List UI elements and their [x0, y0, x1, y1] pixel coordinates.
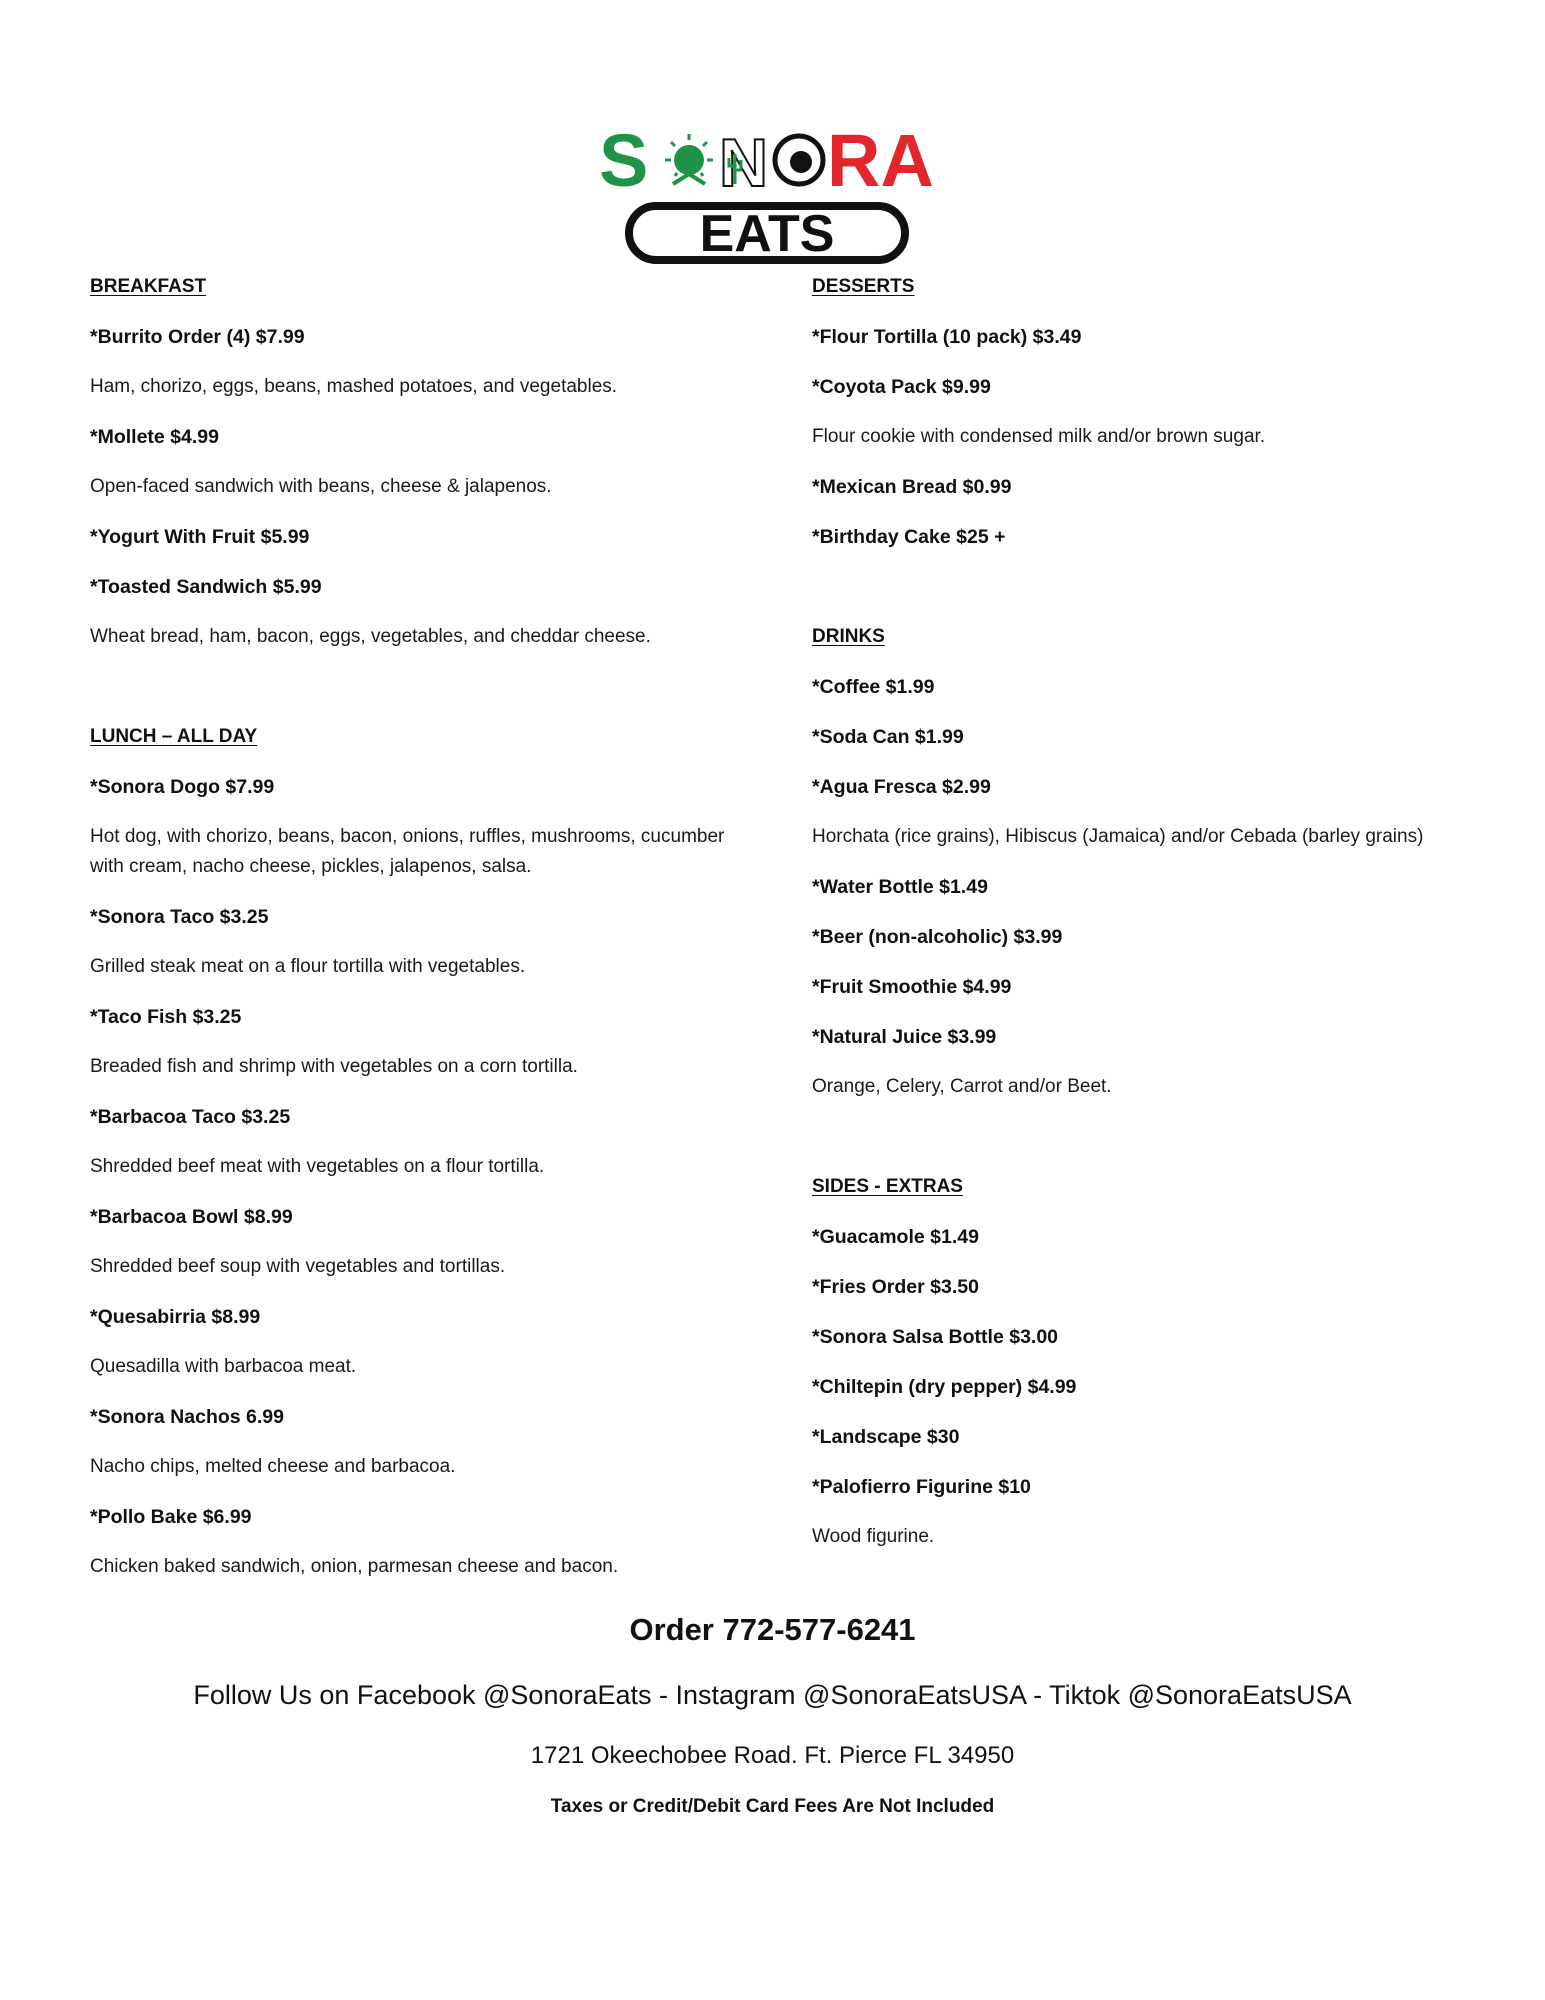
- menu-item-description: Open-faced sandwich with beans, cheese & jalapenos.: [90, 476, 552, 497]
- sun-icon: [665, 134, 713, 184]
- menu-item-name: *Birthday Cake $25 +: [812, 526, 1006, 548]
- menu-item-name: *Landscape $30: [812, 1426, 960, 1448]
- menu-item-name: *Chiltepin (dry pepper) $4.99: [812, 1376, 1077, 1398]
- sonora-eats-logo: [595, 118, 945, 268]
- menu-item-name: *Sonora Nachos 6.99: [90, 1406, 284, 1428]
- menu-item-description: Wheat bread, ham, bacon, eggs, vegetables, and cheddar cheese.: [90, 626, 651, 647]
- menu-item-name: *Sonora Taco $3.25: [90, 906, 269, 928]
- menu-item-name: *Mexican Bread $0.99: [812, 476, 1012, 498]
- menu-item-name: *Mollete $4.99: [90, 426, 219, 448]
- menu-item-name: *Guacamole $1.49: [812, 1226, 979, 1248]
- menu-item-description: Nacho chips, melted cheese and barbacoa.: [90, 1456, 456, 1477]
- menu-left-column: [90, 275, 730, 1605]
- svg-text:EATS: EATS: [699, 205, 835, 263]
- menu-item-description: Quesadilla with barbacoa meat.: [90, 1356, 357, 1377]
- menu-item-name: *Burrito Order (4) $7.99: [90, 326, 305, 348]
- menu-item-name: *Soda Can $1.99: [812, 726, 964, 748]
- svg-text:RA: RA: [827, 119, 934, 202]
- menu-item-name: *Coffee $1.99: [812, 676, 935, 698]
- menu-item-description: Shredded beef soup with vegetables and tortillas.: [90, 1256, 506, 1277]
- menu-item-description: Ham, chorizo, eggs, beans, mashed potatoes, and vegetables.: [90, 376, 618, 397]
- menu-item-name: *Coyota Pack $9.99: [812, 376, 991, 398]
- menu-item-name: *Palofierro Figurine $10: [812, 1476, 1031, 1498]
- svg-text:S: S: [599, 119, 649, 202]
- svg-text:N: N: [719, 125, 769, 201]
- menu-item-description: Chicken baked sandwich, onion, parmesan cheese and bacon.: [90, 1556, 619, 1577]
- menu-item-name: *Yogurt With Fruit $5.99: [90, 526, 310, 548]
- menu-item-name: *Taco Fish $3.25: [90, 1006, 242, 1028]
- cactus-icon: [719, 125, 768, 201]
- menu-item-name: *Quesabirria $8.99: [90, 1306, 261, 1328]
- menu-item-name: *Water Bottle $1.49: [812, 876, 988, 898]
- address: 1721 Okeechobee Road. Ft. Pierce FL 34950: [530, 1742, 1015, 1769]
- menu-item-name: *Pollo Bake $6.99: [90, 1506, 252, 1528]
- menu-item-description: Flour cookie with condensed milk and/or brown sugar.: [812, 426, 1266, 447]
- menu-item-name: *Fries Order $3.50: [812, 1276, 979, 1298]
- menu-item-name: *Fruit Smoothie $4.99: [812, 976, 1012, 998]
- sombrero-icon: [775, 136, 823, 184]
- menu-item-description: Wood figurine.: [812, 1526, 935, 1547]
- menu-item-name: *Natural Juice $3.99: [812, 1026, 997, 1048]
- section-gap: [812, 1125, 1452, 1175]
- social-links: Follow Us on Facebook @SonoraEats - Instagram @SonoraEatsUSA - Tiktok @SonoraEatsUSA: [193, 1680, 1352, 1710]
- menu-item-description: Breaded fish and shrimp with vegetables on a corn tortilla.: [90, 1056, 578, 1077]
- section-title: DESSERTS: [812, 276, 915, 297]
- section-gap: [90, 675, 730, 725]
- menu-item-description: Horchata (rice grains), Hibiscus (Jamaica) and/or Cebada (barley grains): [812, 826, 1424, 847]
- menu-item-description: Orange, Celery, Carrot and/or Beet.: [812, 1076, 1112, 1097]
- menu-item-name: *Sonora Dogo $7.99: [90, 776, 275, 798]
- section-title: DRINKS: [812, 626, 885, 647]
- section-gap: [812, 575, 1452, 625]
- menu-item-description: Shredded beef meat with vegetables on a flour tortilla.: [90, 1156, 545, 1177]
- menu-item-name: *Beer (non-alcoholic) $3.99: [812, 926, 1063, 948]
- menu-item-name: *Toasted Sandwich $5.99: [90, 576, 322, 598]
- menu-right-column: [812, 275, 1452, 1575]
- menu-item-name: *Sonora Salsa Bottle $3.00: [812, 1326, 1059, 1348]
- menu-item-name: *Flour Tortilla (10 pack) $3.49: [812, 326, 1082, 348]
- menu-item-name: *Barbacoa Bowl $8.99: [90, 1206, 293, 1228]
- section-title: SIDES - EXTRAS: [812, 1176, 963, 1197]
- menu-item-description: Grilled steak meat on a flour tortilla with vegetables.: [90, 956, 526, 977]
- menu-item-description: Hot dog, with chorizo, beans, bacon, onions, ruffles, mushrooms, cucumber with cream, nacho cheese, pickles, jalapenos, salsa.: [90, 826, 725, 877]
- section-title: BREAKFAST: [90, 276, 207, 297]
- order-phone: Order 772-577-6241: [629, 1612, 916, 1647]
- menu-item-name: *Agua Fresca $2.99: [812, 776, 991, 798]
- fees-note: Taxes or Credit/Debit Card Fees Are Not Included: [550, 1796, 995, 1817]
- section-title: LUNCH – ALL DAY: [90, 726, 258, 747]
- menu-item-name: *Barbacoa Taco $3.25: [90, 1106, 291, 1128]
